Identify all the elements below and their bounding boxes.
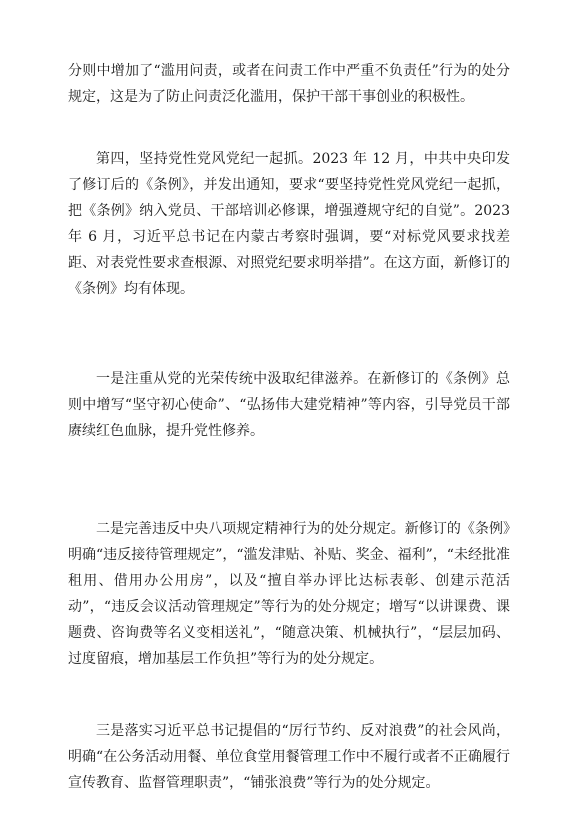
paragraph-second-eight-rules: 二是完善违反中央八项规定精神行为的处分规定。新修订的《条例》明确“违反接待管理规定”，“滥发津贴、补贴、奖金、福利”，“未经批准租用、借用办公用房”，以及“擅自举办评比达标表彰、创建示范活动”，“违反会议活动管理规定”等行为的处分规定；增写“以讲课费、课题费、咨询费等名义变相送礼”，“随意决策、机械执行”，“层层加码、过度留痕，增加基层工作负担”等行为的处分规定。 [68, 521, 510, 667]
paragraph-third-anti-waste: 三是落实习近平总书记提倡的“厉行节约、反对浪费”的社会风尚，明确“在公务活动用餐、单位食堂用餐管理工作中不履行或者不正确履行宣传教育、监督管理职责”，“铺张浪费”等行为的处分规定。 [68, 723, 510, 791]
paragraph-first-red-tradition: 一是注重从党的光荣传统中汲取纪律滋养。在新修订的《条例》总则中增写“坚守初心使命”、“弘扬伟大建党精神”等内容，引导党员干部赓续红色血脉，提升党性修养。 [68, 371, 510, 439]
paragraph-accountability-continuation: 分则中增加了“滥用问责，或者在问责工作中严重不负责任”行为的处分规定，这是为了防止问责泛化滥用，保护干部干事创业的积极性。 [68, 63, 510, 105]
paragraph-fourth-party-spirit: 第四，坚持党性党风党纪一起抓。2023 年 12 月，中共中央印发了修订后的《条例》，并发出通知，要求“要坚持党性党风党纪一起抓，把《条例》纳入党员、干部培训必修课，增强遵规守纪的自觉”。2023 年 6 月，习近平总书记在内蒙古考察时强调，要“对标党风要求找差距、对表党性要求查根源、对照党纪要求明举措”。在这方面，新修订的《条例》均有体现。 [68, 151, 515, 297]
